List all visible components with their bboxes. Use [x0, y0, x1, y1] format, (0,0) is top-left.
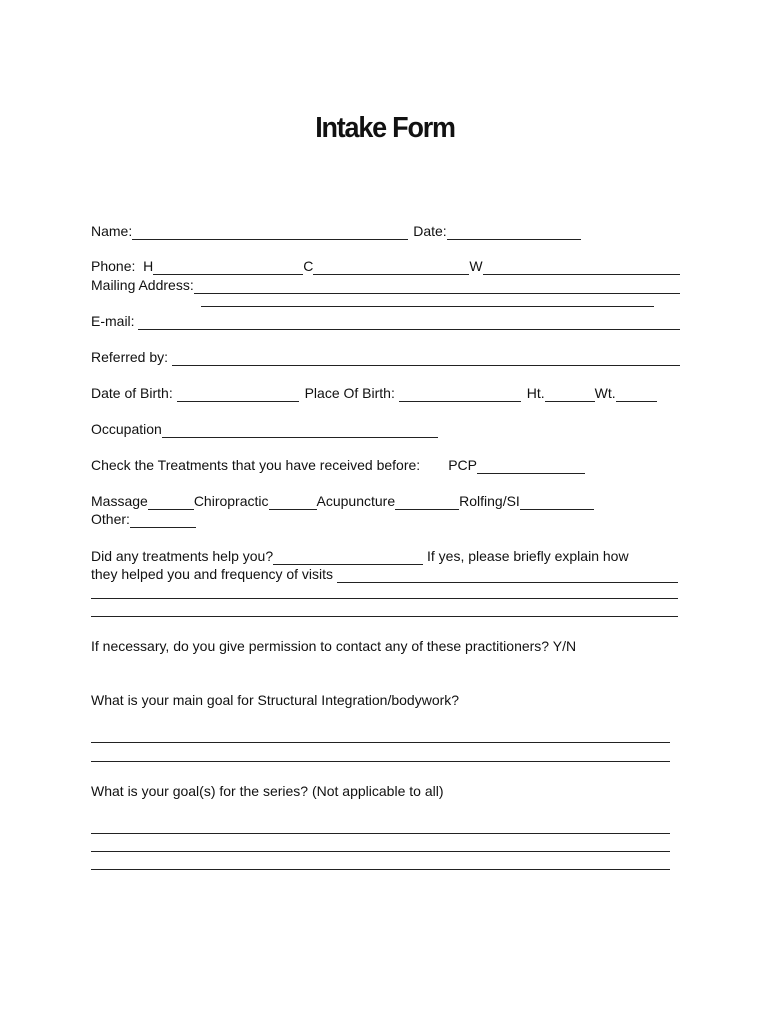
phone-row: [91, 257, 680, 275]
referred-by-label: Referred by:: [91, 349, 172, 365]
phone-cell-field[interactable]: [313, 260, 469, 275]
email-field[interactable]: [138, 315, 680, 330]
place-of-birth-label: Place Of Birth:: [304, 385, 399, 401]
treatments-row: [91, 456, 680, 474]
date-label: Date:: [413, 223, 447, 239]
phone-work-label: W: [469, 258, 483, 274]
referred-by-field[interactable]: [172, 351, 680, 366]
main-goal-question: What is your main goal for Structural Integration/bodywork?: [91, 692, 460, 708]
did-help-label: Did any treatments help you?: [91, 548, 274, 564]
page-title: Intake Form: [315, 112, 455, 144]
email-row: [91, 312, 680, 330]
rolfing-field[interactable]: [520, 495, 594, 510]
other-field[interactable]: [130, 513, 196, 528]
phone-work-field[interactable]: [483, 260, 680, 275]
occupation-label: Occupation: [91, 421, 162, 437]
name-label: Name:: [91, 223, 133, 239]
email-label: E-mail:: [91, 313, 139, 329]
series-goal-question: What is your goal(s) for the series? (Not applicable to all): [91, 783, 444, 799]
chiropractic-label: Chiropractic: [193, 493, 269, 509]
mailing-address-row: [91, 276, 680, 294]
helped-frequency-label: they helped you and frequency of visits: [91, 566, 337, 582]
series-goal-line[interactable]: [91, 833, 670, 834]
treatment-types-row: [91, 492, 680, 510]
series-goal-line[interactable]: [91, 851, 670, 852]
did-help-field[interactable]: [273, 550, 423, 565]
chiropractic-field[interactable]: [269, 495, 317, 510]
phone-home-label: Phone: H: [91, 258, 154, 274]
explanation-line[interactable]: [91, 616, 678, 617]
if-yes-label: If yes, please briefly explain how: [423, 548, 629, 564]
massage-field[interactable]: [148, 495, 194, 510]
dob-label: Date of Birth:: [91, 385, 177, 401]
explanation-line[interactable]: [91, 598, 678, 599]
birth-row: [91, 384, 680, 402]
referred-by-row: [91, 348, 680, 366]
pcp-label: PCP: [448, 457, 477, 473]
height-field[interactable]: [545, 387, 595, 402]
acupuncture-label: Acupuncture: [316, 493, 396, 509]
helped-frequency-row: [91, 565, 678, 583]
weight-label: Wt.: [594, 385, 616, 401]
occupation-field[interactable]: [162, 423, 438, 438]
main-goal-row: [91, 691, 680, 709]
main-goal-line[interactable]: [91, 761, 670, 762]
place-of-birth-field[interactable]: [399, 387, 521, 402]
mailing-address-field[interactable]: [194, 279, 680, 294]
acupuncture-field[interactable]: [395, 495, 459, 510]
mailing-address-field-2[interactable]: [201, 306, 654, 307]
phone-home-field[interactable]: [153, 260, 303, 275]
treatment-help-row: [91, 547, 680, 565]
height-label: Ht.: [526, 385, 545, 401]
phone-cell-label: C: [303, 258, 314, 274]
check-treatments-label: Check the Treatments that you have received before:: [91, 457, 421, 473]
permission-question: If necessary, do you give permission to contact any of these practitioners? Y/N: [91, 638, 577, 654]
date-field[interactable]: [447, 225, 581, 240]
massage-label: Massage: [91, 493, 148, 509]
main-goal-line[interactable]: [91, 742, 670, 743]
series-goal-row: [91, 782, 680, 800]
helped-frequency-field[interactable]: [337, 568, 678, 583]
name-date-row: [91, 222, 680, 240]
other-row: [91, 510, 680, 528]
mailing-address-label: Mailing Address:: [91, 277, 194, 293]
series-goal-line[interactable]: [91, 869, 670, 870]
dob-field[interactable]: [177, 387, 299, 402]
permission-row: [91, 637, 680, 655]
other-label: Other:: [91, 511, 130, 527]
name-field[interactable]: [132, 225, 408, 240]
rolfing-label: Rolfing/SI: [459, 493, 520, 509]
occupation-row: [91, 420, 680, 438]
pcp-field[interactable]: [477, 459, 585, 474]
weight-field[interactable]: [616, 387, 657, 402]
